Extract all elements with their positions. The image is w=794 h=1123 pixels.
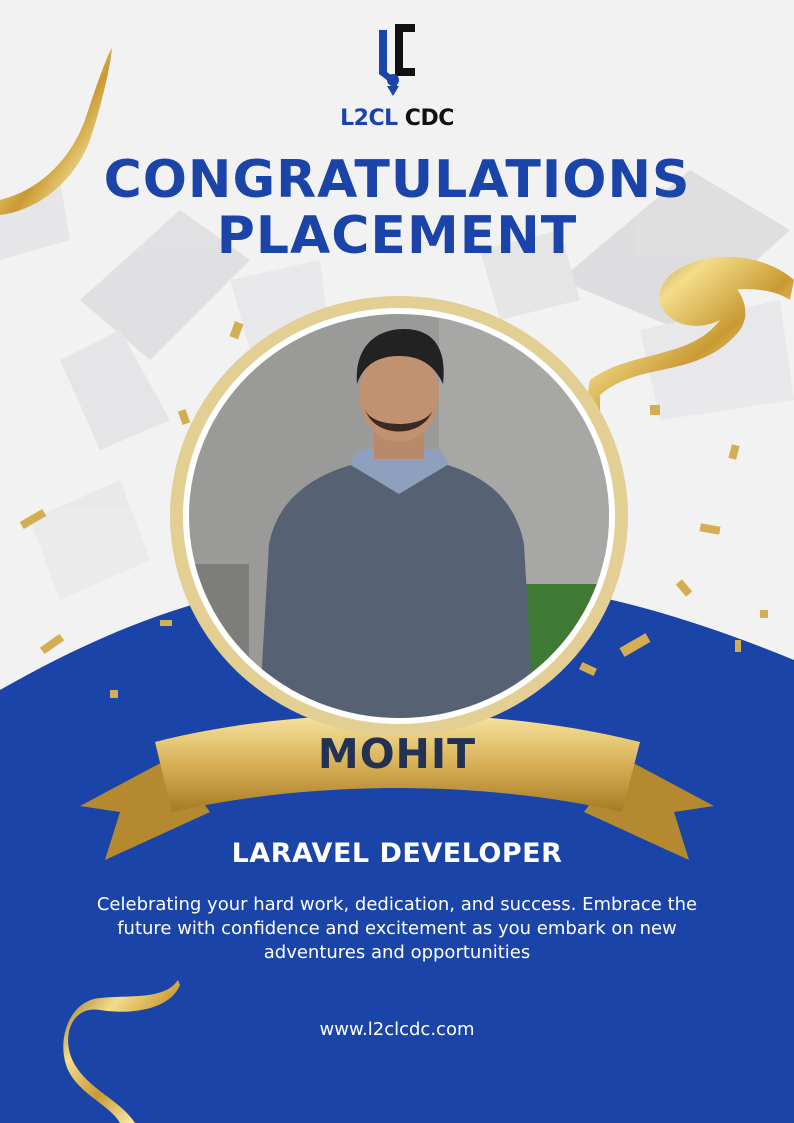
brand-name [337,106,457,131]
logo-mark-icon [367,22,427,102]
brand-logo [337,22,457,137]
headline-line2: PLACEMENT [216,206,578,266]
profile-photo [189,314,609,718]
headline-line1: CONGRATULATIONS [103,150,691,210]
person-role: LARAVEL DEVELOPER [231,838,563,869]
person-illustration [189,314,609,718]
congratulation-message: Celebrating your hard work, dedication, and success. Embrace the future with confidence and excitement as you embark on new adventures and opportunities [96,894,698,963]
person-name: MOHIT [317,730,477,778]
website-link[interactable]: www.l2clcdc.com [319,1019,475,1040]
brand-name-part1: L2CL [340,106,398,131]
brand-name-part2: CDC [404,106,454,131]
headline [0,152,794,264]
